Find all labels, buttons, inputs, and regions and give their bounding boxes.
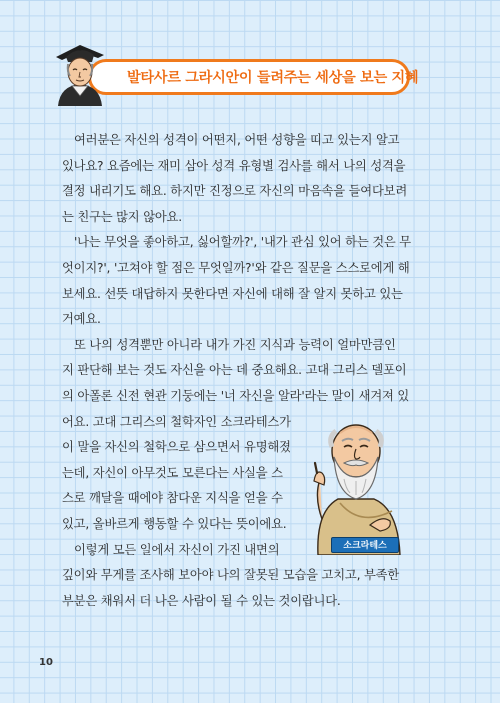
body-line: 스로 깨달을 때에야 참다운 지식을 얻을 수 [62,491,283,506]
body-line: '나는 무엇을 좋아하고, 싫어할까?', '내가 관심 있어 하는 것은 무 [74,235,411,250]
body-line: 지 판단해 보는 것도 자신을 아는 데 중요해요. 고대 그리스 델포이 [62,363,407,378]
socrates-label: 소크라테스 [331,537,399,553]
body-line: 의 아폴론 신전 현관 기둥에는 '너 자신을 알라'라는 말이 새겨져 있 [62,388,410,403]
body-line: 결정 내리기도 해요. 하지만 진정으로 자신의 마음속을 들여다보려 [62,184,407,199]
banner-box [88,59,419,95]
body-line: 여러분은 자신의 성격이 어떤지, 어떤 성향을 띠고 있는지 알고 [74,133,400,147]
gracian-portrait-icon [52,40,108,106]
body-line: 는데, 자신이 아무것도 모른다는 사실을 스 [62,465,283,480]
socrates-illustration [300,407,412,555]
body-line: 보세요. 선뜻 대답하지 못한다면 자신에 대해 잘 알지 못하고 있는 [62,286,403,301]
body-line: 이 말을 자신의 철학으로 삼으면서 유명해졌 [62,440,291,455]
body-line: 부분은 채워서 더 나은 사람이 될 수 있는 것이랍니다. [62,593,341,608]
page-number: 10 [39,657,53,668]
body-line: 엇이지?', '고쳐야 할 점은 무엇일까?'와 같은 질문을 스스로에게 해 [62,260,410,275]
body-line: 있나요? 요즘에는 재미 삼아 성격 유형별 검사를 해서 나의 성격을 [62,158,406,173]
body-line: 또 나의 성격뿐만 아니라 내가 가진 지식과 능력이 얼마만큼인 [74,337,396,352]
body-line: 이렇게 모든 일에서 자신이 가진 내면의 [74,542,280,557]
banner-title: 발타사르 그라시안이 들려주는 세상을 보는 지혜 [127,70,419,86]
body-line: 는 친구는 많지 않아요. [62,209,182,224]
body-line: 있고, 올바르게 행동할 수 있다는 뜻이에요. [62,516,287,531]
body-line: 거예요. [62,312,101,327]
body-line: 깊이와 무게를 조사해 보아야 나의 잘못된 모습을 고치고, 부족한 [62,568,400,583]
section-banner [52,40,419,106]
body-line: 어요. 고대 그리스의 철학자인 소크라테스가 [62,414,291,429]
